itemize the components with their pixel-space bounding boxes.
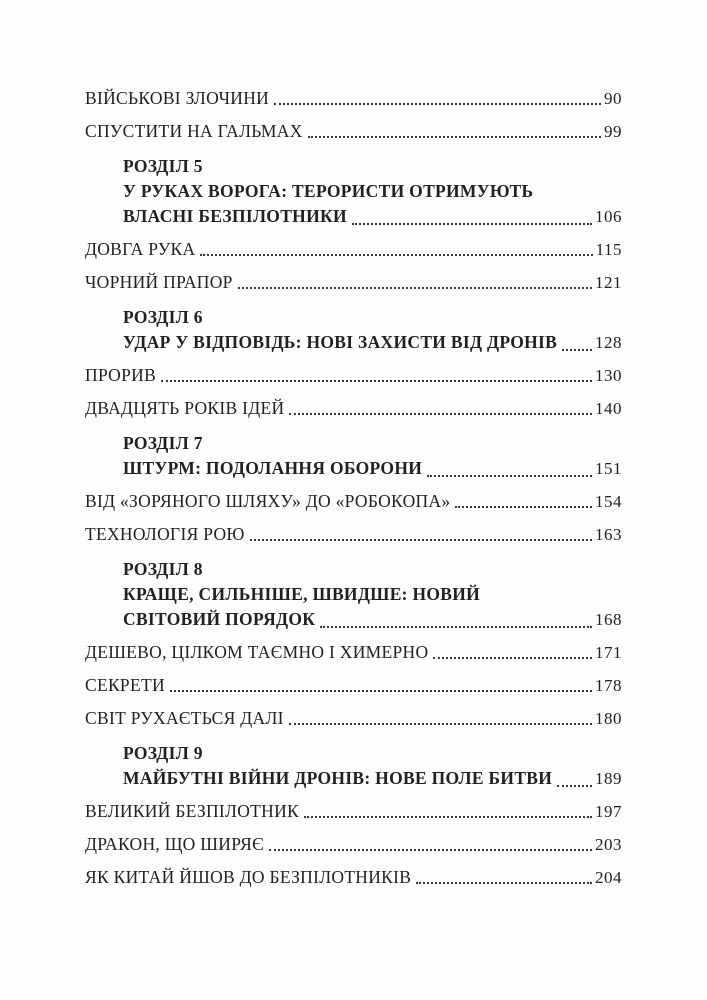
page-number: 121 <box>595 273 622 292</box>
toc-entry-title: ДЕШЕВО, ЦІЛКОМ ТАЄМНО І ХИМЕРНО <box>85 642 429 662</box>
toc-entry <box>85 239 622 260</box>
toc-entry-title: ЧОРНИЙ ПРАПОР <box>85 272 233 292</box>
chapter-label: РОЗДІЛ 6 <box>123 307 203 327</box>
page-number: 130 <box>595 366 622 385</box>
chapter-label: РОЗДІЛ 9 <box>123 743 203 763</box>
dot-leader <box>352 223 592 225</box>
toc-entry <box>85 398 622 419</box>
dot-leader <box>200 254 592 256</box>
toc-chapter-entry <box>123 741 622 791</box>
page-number: 151 <box>595 459 622 478</box>
page-number: 168 <box>595 610 622 629</box>
page-number: 115 <box>595 240 622 259</box>
page-number: 90 <box>604 89 622 108</box>
page-number: 99 <box>604 122 622 141</box>
toc-entry-title: ВІЙСЬКОВІ ЗЛОЧИНИ <box>85 88 270 108</box>
chapter-title-text: ШТУРМ: ПОДОЛАННЯ ОБОРОНИ <box>123 458 423 478</box>
page-number: 163 <box>595 525 622 544</box>
page-number: 180 <box>595 709 622 728</box>
toc-entry-title: ВІД «ЗОРЯНОГО ШЛЯХУ» ДО «РОБОКОПА» <box>85 491 451 511</box>
dot-leader <box>433 657 592 659</box>
page-number: 171 <box>595 643 622 662</box>
toc-entry <box>85 675 622 696</box>
dot-leader <box>274 103 601 105</box>
chapter-title-line <box>123 330 622 355</box>
dot-leader <box>269 849 592 851</box>
dot-leader <box>562 349 592 351</box>
chapter-title-text: УДАР У ВІДПОВІДЬ: НОВІ ЗАХИСТИ ВІД ДРОНІВ <box>123 332 558 352</box>
toc-entry-title: ПРОРИВ <box>85 365 157 385</box>
toc-entry <box>85 867 622 888</box>
toc-entry <box>85 491 622 512</box>
toc-entry-title: СВІТ РУХАЄТЬСЯ ДАЛІ <box>85 708 284 728</box>
chapter-title-line <box>123 766 622 791</box>
chapter-title-text: СВІТОВИЙ ПОРЯДОК <box>123 609 316 629</box>
chapter-title-line <box>123 179 622 204</box>
page-number: 154 <box>595 492 622 511</box>
page-number: 189 <box>595 769 622 788</box>
toc-entry-title: СПУСТИТИ НА ГАЛЬМАХ <box>85 121 303 141</box>
chapter-title-line <box>123 456 622 481</box>
toc-entry <box>85 272 622 293</box>
toc-entry-title: ДОВГА РУКА <box>85 239 196 259</box>
toc-entry-title: ВЕЛИКИЙ БЕЗПІЛОТНИК <box>85 801 299 821</box>
dot-leader <box>557 785 592 787</box>
toc-chapter-entry <box>123 154 622 229</box>
toc-entry <box>85 88 622 109</box>
toc-entry <box>85 834 622 855</box>
toc-entry <box>85 642 622 663</box>
dot-leader <box>238 287 592 289</box>
toc-entry-title: ЯК КИТАЙ ЙШОВ ДО БЕЗПІЛОТНИКІВ <box>85 867 412 887</box>
page-number: 203 <box>595 835 622 854</box>
dot-leader <box>416 882 592 884</box>
dot-leader <box>320 626 592 628</box>
chapter-label: РОЗДІЛ 8 <box>123 559 203 579</box>
chapter-label: РОЗДІЛ 7 <box>123 433 203 453</box>
chapter-title-text: МАЙБУТНІ ВІЙНИ ДРОНІВ: НОВЕ ПОЛЕ БИТВИ <box>123 768 553 788</box>
chapter-title-text: У РУКАХ ВОРОГА: ТЕРОРИСТИ ОТРИМУЮТЬ <box>123 181 534 201</box>
toc-entry <box>85 708 622 729</box>
dot-leader <box>170 690 592 692</box>
toc-entry <box>85 801 622 822</box>
toc-entry-title: СЕКРЕТИ <box>85 675 165 695</box>
chapter-title-text: КРАЩЕ, СИЛЬНІШЕ, ШВИДШЕ: НОВИЙ <box>123 584 481 604</box>
chapter-title-line <box>123 204 622 229</box>
dot-leader <box>427 475 592 477</box>
toc-chapter-entry <box>123 305 622 355</box>
page-number: 204 <box>595 868 622 887</box>
page-number: 197 <box>595 802 622 821</box>
toc-entry <box>85 524 622 545</box>
chapter-title-text: ВЛАСНІ БЕЗПІЛОТНИКИ <box>123 206 347 226</box>
dot-leader <box>161 380 592 382</box>
toc-entry-title: ТЕХНОЛОГІЯ РОЮ <box>85 524 245 544</box>
toc-entry <box>85 365 622 386</box>
dot-leader <box>455 506 592 508</box>
toc-chapter-entry <box>123 431 622 481</box>
dot-leader <box>250 539 592 541</box>
table-of-contents <box>85 88 622 888</box>
dot-leader <box>308 136 601 138</box>
dot-leader <box>289 723 592 725</box>
page-number: 140 <box>595 399 622 418</box>
chapter-label: РОЗДІЛ 5 <box>123 156 203 176</box>
chapter-title-line <box>123 607 622 632</box>
page-number: 178 <box>595 676 622 695</box>
toc-entry-title: ДРАКОН, ЩО ШИРЯЄ <box>85 834 264 854</box>
toc-chapter-entry <box>123 557 622 632</box>
toc-entry-title: ДВАДЦЯТЬ РОКІВ ІДЕЙ <box>85 398 285 418</box>
page-number: 106 <box>595 207 622 226</box>
chapter-title-line <box>123 582 622 607</box>
dot-leader <box>304 816 592 818</box>
page-number: 128 <box>595 333 622 352</box>
dot-leader <box>289 413 592 415</box>
toc-entry <box>85 121 622 142</box>
